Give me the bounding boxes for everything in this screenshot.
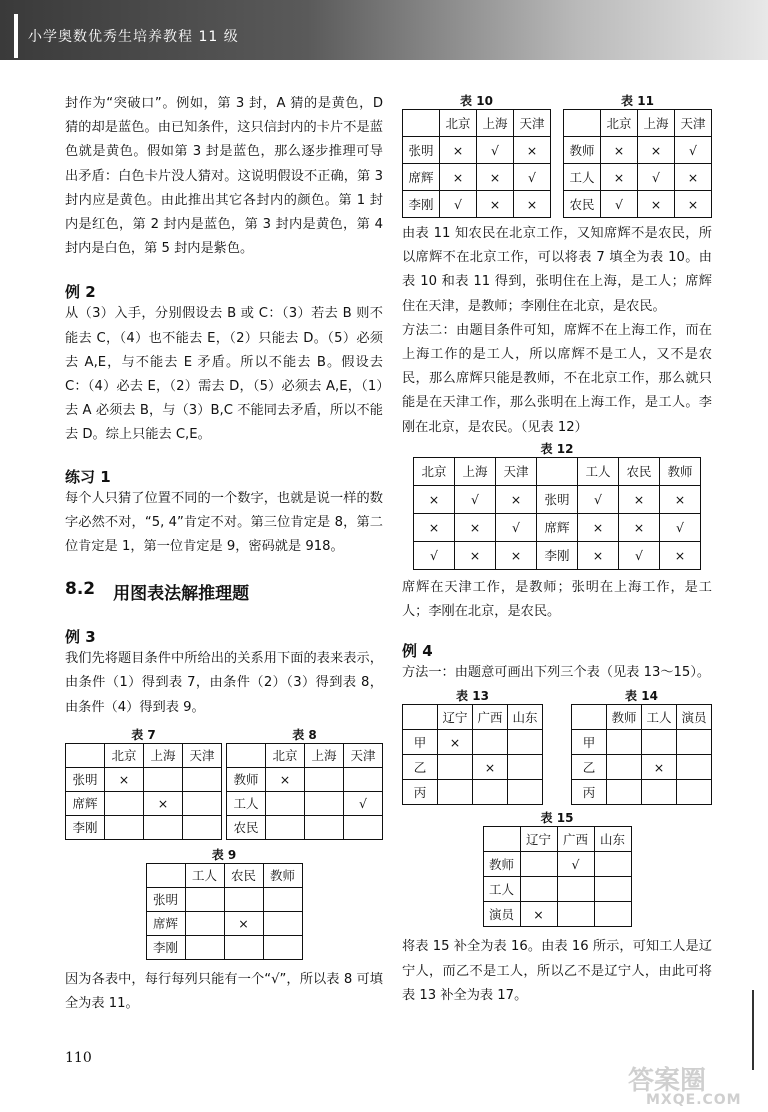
- table-cell: [344, 815, 383, 839]
- table-cell: 辽宁: [438, 705, 473, 730]
- table-row: [483, 877, 631, 902]
- table-cell: 北京: [266, 743, 305, 767]
- table-row: [403, 755, 543, 780]
- table-cell: 教师: [483, 852, 520, 877]
- example-4-text: 方法一：由题意可画出下列三个表（见表 13～15）。: [402, 665, 711, 681]
- table-cell: √: [660, 513, 701, 541]
- table-cell: 李刚: [66, 815, 105, 839]
- table-9-block: [65, 846, 383, 960]
- table-cell: 北京: [601, 110, 638, 137]
- table-cell: 辽宁: [520, 827, 557, 852]
- table-cell: 教师: [564, 137, 601, 164]
- table-cell: 工人: [483, 877, 520, 902]
- table-cell: ×: [675, 164, 712, 191]
- table-cell: 张明: [403, 137, 440, 164]
- section-heading: [65, 579, 383, 604]
- table-row: [403, 705, 543, 730]
- table-cell: 广西: [557, 827, 594, 852]
- table-7-block: [65, 726, 222, 840]
- table-cell: [508, 755, 543, 780]
- tables-13-14-row: [402, 687, 712, 805]
- table-cell: ×: [266, 767, 305, 791]
- table-9: [146, 863, 303, 960]
- table-cell: ×: [578, 541, 619, 569]
- watermark-url: MXQE.COM: [646, 1092, 742, 1108]
- table-8-caption: 表 8: [292, 727, 317, 742]
- table-row: [483, 902, 631, 927]
- table-cell: √: [601, 191, 638, 218]
- table-cell: [594, 852, 631, 877]
- table-cell: 北京: [414, 457, 455, 485]
- table-cell: ×: [455, 541, 496, 569]
- table-row: [483, 827, 631, 852]
- table-cell: √: [578, 485, 619, 513]
- table-cell: [403, 110, 440, 137]
- page-edge-line: [752, 990, 754, 1070]
- tables-10-11-row: [402, 92, 712, 218]
- table-cell: 甲: [403, 730, 438, 755]
- table-cell: 演员: [483, 902, 520, 927]
- table-cell: ×: [496, 485, 537, 513]
- table-cell: [144, 767, 183, 791]
- table-14-caption: 表 14: [625, 689, 658, 704]
- table-cell: √: [440, 191, 477, 218]
- table-row: [414, 513, 701, 541]
- table-cell: 丙: [403, 780, 438, 805]
- table-cell: [438, 780, 473, 805]
- table-row: [572, 780, 712, 805]
- paragraph-continued: 封作为“突破口”。例如，第 3 封，A 猜的是黄色，D 猜的却是蓝色。由已知条件，这只信封内的卡片不是蓝色就是黄色。假如第 3 封是蓝色，那么逐步推理可导出矛盾：白色卡片没人猜对。这说明假设不正确，第 3 封内应是黄色。由此推出其它各封内的颜色。第 1 封内是红色，第 2 封内是蓝色，第 3 封内是黄色，第 4 封内是白色，第 5 封内是紫色。: [65, 96, 383, 257]
- table-cell: 乙: [572, 755, 607, 780]
- table-13-block: [402, 687, 543, 805]
- example-4-title: 例 4: [402, 642, 433, 661]
- table-cell: [263, 887, 302, 911]
- table-cell: ×: [473, 755, 508, 780]
- table-row: [227, 815, 383, 839]
- table-cell: ×: [414, 485, 455, 513]
- table-cell: 天津: [675, 110, 712, 137]
- table-row: [146, 911, 302, 935]
- table-cell: [263, 911, 302, 935]
- page-number: 110: [65, 1050, 92, 1066]
- table-cell: 上海: [477, 110, 514, 137]
- table-row: [403, 137, 551, 164]
- table-cell: √: [414, 541, 455, 569]
- example-3-text: 我们先将题目条件中所给出的关系用下面的表来表示，由条件（1）得到表 7，由条件（2）（3）得到表 8，由条件（4）得到表 9。: [65, 651, 383, 715]
- table-12-caption: 表 12: [540, 441, 574, 456]
- table-cell: 山东: [508, 705, 543, 730]
- table-cell: [473, 730, 508, 755]
- table-cell: [224, 887, 263, 911]
- table-cell: [607, 730, 642, 755]
- table-cell: [266, 815, 305, 839]
- left-column: [65, 92, 383, 1016]
- table-cell: 上海: [305, 743, 344, 767]
- table-11-caption: 表 11: [621, 94, 654, 108]
- table-cell: ×: [638, 137, 675, 164]
- table-row: [403, 191, 551, 218]
- table-15-block: [402, 809, 712, 927]
- right-text-2: 方法二：由题目条件可知，席辉不在上海工作，而在上海工作的是工人，所以席辉不是工人，又不是农民，那么席辉只能是教师，不在北京工作，那么就只能是在天津工作，那么张明在上海工作，是工人。李刚在北京，是农民。（见表 12）: [402, 322, 712, 435]
- table-row: [403, 730, 543, 755]
- table-row: [146, 887, 302, 911]
- table-cell: ×: [520, 902, 557, 927]
- table-cell: 席辉: [66, 791, 105, 815]
- table-cell: ×: [438, 730, 473, 755]
- table-cell: [572, 705, 607, 730]
- table-row: [564, 110, 712, 137]
- example-2-title: 例 2: [65, 283, 96, 302]
- table-cell: 李刚: [146, 935, 185, 959]
- table-cell: √: [638, 164, 675, 191]
- table-cell: 乙: [403, 755, 438, 780]
- table-cell: 上海: [638, 110, 675, 137]
- table-11-block: [563, 92, 712, 218]
- table-8-block: [226, 726, 383, 840]
- table-15-caption: 表 15: [540, 811, 574, 826]
- table-row: [414, 541, 701, 569]
- table-cell: ×: [224, 911, 263, 935]
- section-number: 8.2: [65, 579, 96, 600]
- table-cell: [185, 911, 224, 935]
- example-3-title: 例 3: [65, 628, 96, 647]
- table-cell: [146, 863, 185, 887]
- table-cell: [483, 827, 520, 852]
- table-cell: 农民: [227, 815, 266, 839]
- table-cell: [185, 887, 224, 911]
- table-cell: ×: [440, 137, 477, 164]
- tables-7-8-row: [65, 726, 383, 840]
- table-cell: 广西: [473, 705, 508, 730]
- table-cell: 上海: [144, 743, 183, 767]
- table-cell: 工人: [642, 705, 677, 730]
- table-cell: [473, 780, 508, 805]
- table-cell: 农民: [619, 457, 660, 485]
- table-cell: 席辉: [403, 164, 440, 191]
- table-row: [564, 137, 712, 164]
- table-cell: √: [477, 137, 514, 164]
- table-cell: [144, 815, 183, 839]
- table-cell: [677, 730, 712, 755]
- table-cell: ×: [638, 191, 675, 218]
- table-15: [483, 826, 632, 927]
- table-row: [66, 791, 222, 815]
- table-cell: [642, 730, 677, 755]
- table-cell: [557, 902, 594, 927]
- table-cell: ×: [496, 541, 537, 569]
- table-row: [66, 767, 222, 791]
- table-cell: [403, 705, 438, 730]
- after-table-text: 因为各表中，每行每列只能有一个“√”，所以表 8 可填全为表 11。: [65, 971, 383, 1012]
- table-cell: 教师: [660, 457, 701, 485]
- table-cell: 张明: [146, 887, 185, 911]
- table-cell: √: [619, 541, 660, 569]
- table-cell: [224, 935, 263, 959]
- table-cell: ×: [675, 191, 712, 218]
- table-row: [403, 110, 551, 137]
- table-cell: [607, 755, 642, 780]
- right-text-1: 由表 11 知农民在北京工作，又知席辉不是农民，所以席辉不在北京工作，可以将表 7 填全为表 10。由表 10 和表 11 得到，张明住在上海，是工人；席辉住在天津，是教师；李刚住在北京，是农民。: [402, 226, 712, 314]
- table-cell: 席辉: [537, 513, 578, 541]
- table-cell: [438, 755, 473, 780]
- table-cell: 张明: [66, 767, 105, 791]
- table-14: [571, 704, 712, 805]
- table-cell: [344, 767, 383, 791]
- table-10-caption: 表 10: [460, 94, 493, 108]
- table-cell: 甲: [572, 730, 607, 755]
- table-cell: [305, 815, 344, 839]
- table-cell: 李刚: [537, 541, 578, 569]
- table-12: [413, 457, 701, 570]
- table-row: [564, 164, 712, 191]
- table-cell: ×: [660, 541, 701, 569]
- table-row: [227, 791, 383, 815]
- table-cell: ×: [619, 485, 660, 513]
- table-cell: ×: [601, 137, 638, 164]
- table-cell: 席辉: [146, 911, 185, 935]
- right-text-3: 席辉在天津工作，是教师；张明在上海工作，是工人；李刚在北京，是农民。: [402, 579, 712, 620]
- table-cell: 天津: [514, 110, 551, 137]
- table-cell: ×: [642, 755, 677, 780]
- table-cell: √: [514, 164, 551, 191]
- table-row: [227, 743, 383, 767]
- section-title: 用图表法解推理题: [113, 584, 250, 605]
- table-row: [227, 767, 383, 791]
- watermark-text: 答案圈: [628, 1066, 707, 1096]
- table-cell: [520, 852, 557, 877]
- table-13-caption: 表 13: [456, 689, 489, 704]
- table-cell: 教师: [263, 863, 302, 887]
- table-cell: 北京: [440, 110, 477, 137]
- example-2-text: 从（3）入手，分别假设去 B 或 C：（3）若去 B 则不能去 C，（4）也不能去 E，（2）只能去 D。（5）必须去 A,E，与不能去 E 矛盾。所以不能去 B。假设去 C：（4）必去 E，（2）需去 D，（5）必须去 A,E，（1）去 A 必须去 B，与（3）B,C 不能同去矛盾，所以不能去 D。综上只能去 C,E。: [65, 306, 383, 443]
- table-14-block: [571, 687, 712, 805]
- table-cell: [537, 457, 578, 485]
- table-10: [402, 109, 551, 218]
- table-7-caption: 表 7: [131, 727, 156, 742]
- table-cell: ×: [514, 137, 551, 164]
- table-cell: [607, 780, 642, 805]
- table-cell: 农民: [564, 191, 601, 218]
- table-cell: [508, 780, 543, 805]
- table-row: [403, 780, 543, 805]
- table-cell: [305, 791, 344, 815]
- table-cell: 天津: [496, 457, 537, 485]
- table-row: [572, 705, 712, 730]
- right-text-4: 将表 15 补全为表 16。由表 16 所示，可知工人是辽宁人，而乙不是工人，所以乙不是辽宁人，由此可将表 13 补全为表 17。: [402, 939, 712, 1003]
- table-cell: [677, 780, 712, 805]
- table-cell: 张明: [537, 485, 578, 513]
- table-cell: 天津: [183, 743, 222, 767]
- table-cell: [305, 767, 344, 791]
- table-row: [414, 485, 701, 513]
- table-cell: [557, 877, 594, 902]
- table-cell: ×: [455, 513, 496, 541]
- table-row: [403, 164, 551, 191]
- table-11: [563, 109, 712, 218]
- table-cell: ×: [514, 191, 551, 218]
- table-cell: √: [675, 137, 712, 164]
- table-cell: 山东: [594, 827, 631, 852]
- table-cell: 丙: [572, 780, 607, 805]
- table-cell: ×: [477, 191, 514, 218]
- table-row: [146, 863, 302, 887]
- book-title: 小学奥数优秀生培养教程 11 级: [28, 29, 239, 45]
- table-cell: [564, 110, 601, 137]
- table-cell: ×: [477, 164, 514, 191]
- table-10-block: [402, 92, 551, 218]
- right-column: [402, 92, 712, 1008]
- table-cell: √: [496, 513, 537, 541]
- table-cell: ×: [660, 485, 701, 513]
- practice-1-title: 练习 1: [65, 467, 111, 486]
- table-cell: 教师: [227, 767, 266, 791]
- table-cell: √: [344, 791, 383, 815]
- table-cell: [677, 755, 712, 780]
- table-cell: ×: [144, 791, 183, 815]
- table-cell: [594, 902, 631, 927]
- table-cell: 天津: [344, 743, 383, 767]
- table-13: [402, 704, 543, 805]
- table-row: [572, 755, 712, 780]
- table-cell: [227, 743, 266, 767]
- table-cell: 上海: [455, 457, 496, 485]
- table-cell: [185, 935, 224, 959]
- table-cell: [642, 780, 677, 805]
- table-cell: [183, 815, 222, 839]
- table-cell: 演员: [677, 705, 712, 730]
- table-9-caption: 表 9: [211, 847, 237, 862]
- table-cell: ×: [601, 164, 638, 191]
- table-cell: 工人: [185, 863, 224, 887]
- table-cell: [520, 877, 557, 902]
- table-cell: 李刚: [403, 191, 440, 218]
- table-row: [146, 935, 302, 959]
- table-cell: 教师: [607, 705, 642, 730]
- table-cell: [594, 877, 631, 902]
- table-cell: [266, 791, 305, 815]
- table-row: [66, 743, 222, 767]
- table-cell: ×: [578, 513, 619, 541]
- table-cell: 农民: [224, 863, 263, 887]
- header-tab-mark: [14, 14, 18, 58]
- table-cell: √: [557, 852, 594, 877]
- table-cell: [105, 815, 144, 839]
- table-cell: 工人: [564, 164, 601, 191]
- table-row: [66, 815, 222, 839]
- table-row: [572, 730, 712, 755]
- table-row: [483, 852, 631, 877]
- page-header: [0, 0, 768, 60]
- table-cell: √: [455, 485, 496, 513]
- table-cell: [183, 791, 222, 815]
- table-cell: [66, 743, 105, 767]
- table-cell: ×: [440, 164, 477, 191]
- table-cell: ×: [414, 513, 455, 541]
- table-cell: 北京: [105, 743, 144, 767]
- table-row: [414, 457, 701, 485]
- table-cell: ×: [105, 767, 144, 791]
- table-7: [65, 743, 222, 840]
- table-cell: 工人: [578, 457, 619, 485]
- table-cell: 工人: [227, 791, 266, 815]
- watermark-logo: [622, 1060, 762, 1110]
- table-cell: [183, 767, 222, 791]
- table-cell: ×: [619, 513, 660, 541]
- practice-1-text: 每个人只猜了位置不同的一个数字，也就是说一样的数字必然不对，“5, 4”肯定不对。第三位肯定是 8，第二位肯定是 1，第一位肯定是 9，密码就是 918。: [65, 490, 383, 555]
- table-cell: [263, 935, 302, 959]
- table-cell: [105, 791, 144, 815]
- table-8: [226, 743, 383, 840]
- table-cell: [508, 730, 543, 755]
- table-row: [564, 191, 712, 218]
